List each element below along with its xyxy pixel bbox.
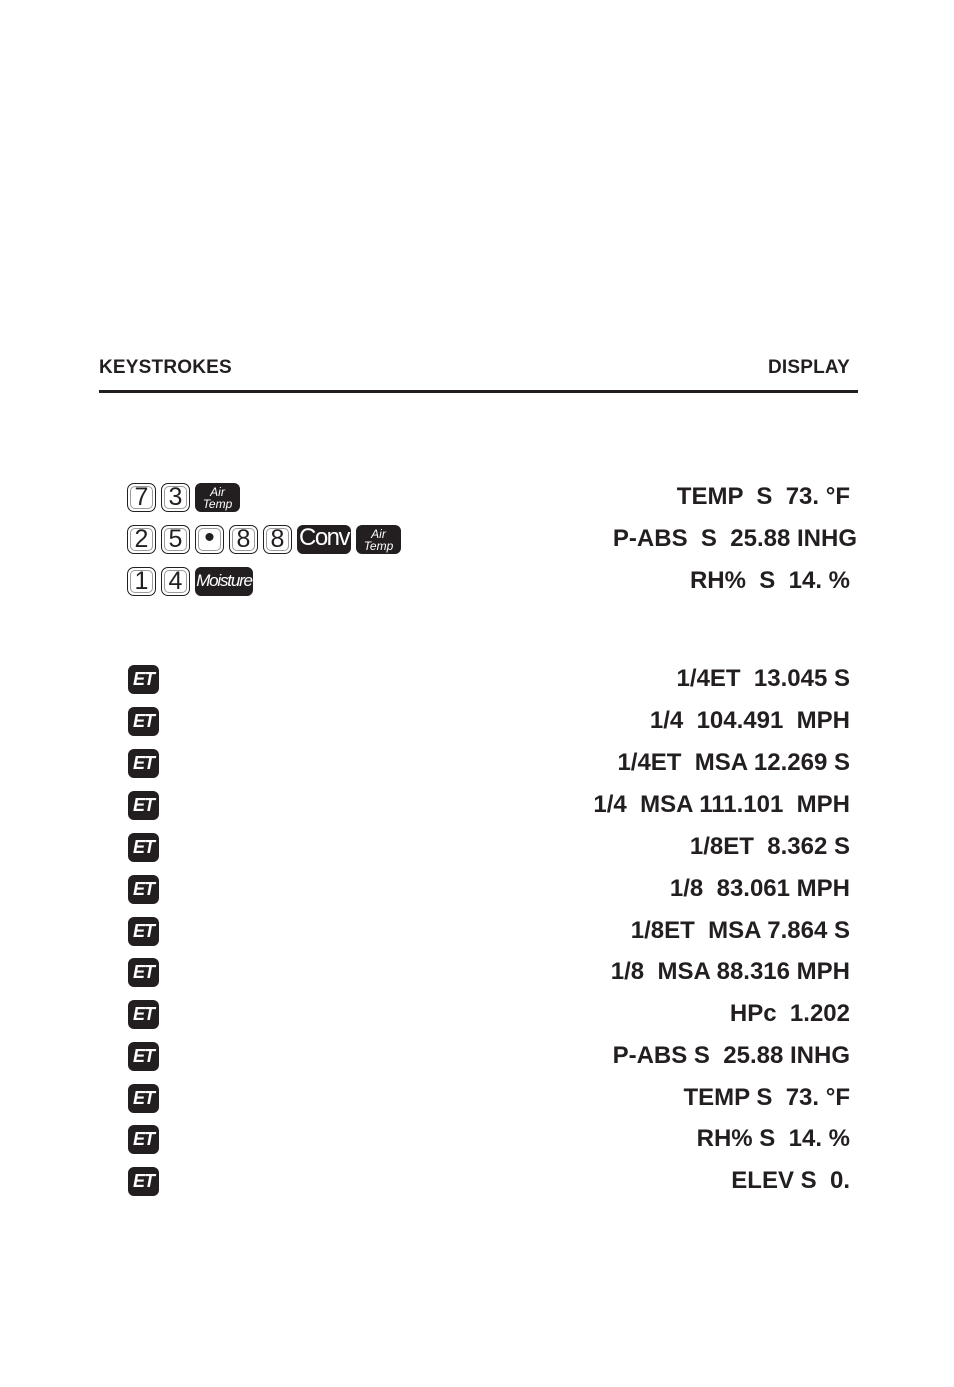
table-row (0, 788, 954, 822)
moisture-key (195, 567, 253, 596)
keystroke-sequence (127, 1041, 164, 1071)
display-readout: 1/8 MSA 88.316 MPH (610, 958, 850, 985)
display-readout: TEMP S 73. °F (683, 1084, 850, 1111)
keystroke-sequence (127, 790, 164, 820)
key-label: 8 (270, 524, 285, 553)
keystroke-sequence (127, 664, 164, 694)
digit-key (127, 525, 156, 554)
keystrokes-heading: KEYSTROKES (99, 357, 232, 378)
table-row (0, 955, 954, 989)
et-key (128, 1000, 159, 1029)
display-readout: ELEV S 0. (731, 1167, 850, 1194)
key-label: ET (132, 961, 154, 982)
key-label: • (204, 520, 215, 554)
key-label: 5 (168, 524, 183, 553)
key-label: 4 (168, 566, 183, 595)
et-key (128, 1084, 159, 1113)
et-key (128, 791, 159, 820)
keystroke-sequence (127, 999, 164, 1029)
key-label: ET (132, 752, 154, 773)
key-label: ET (132, 1045, 154, 1066)
air-temp-key (356, 525, 401, 554)
key-label: ET (132, 668, 154, 689)
display-heading: DISPLAY (767, 357, 850, 378)
digit-key (161, 525, 190, 554)
keystroke-sequence (127, 520, 406, 554)
key-label: 1 (134, 566, 149, 595)
air-temp-key (195, 483, 240, 512)
table-row (0, 830, 954, 864)
key-label: 8 (236, 524, 251, 553)
display-readout: P-ABS S 25.88 INHG (612, 1042, 850, 1069)
display-readout: RH% S 14. % (696, 1125, 850, 1152)
table-row (0, 704, 954, 738)
et-key (128, 917, 159, 946)
key-label: ET (132, 878, 154, 899)
table-row (0, 662, 954, 696)
keystroke-sequence (127, 482, 245, 512)
keystroke-sequence (127, 832, 164, 862)
keystroke-sequence (127, 1083, 164, 1113)
keystroke-sequence (127, 874, 164, 904)
key-label-line2: Temp (202, 496, 233, 511)
key-label: 2 (134, 524, 149, 553)
key-label: ET (132, 1003, 154, 1024)
digit-key (263, 525, 292, 554)
key-label-line1: Air (371, 526, 386, 541)
table-header (99, 356, 858, 393)
decimal-key (195, 520, 224, 554)
display-readout: HPc 1.202 (729, 1000, 850, 1027)
key-label: 3 (168, 482, 183, 511)
key-label: ET (132, 1128, 154, 1149)
keystroke-sequence (127, 916, 164, 946)
keystroke-sequence (127, 748, 164, 778)
display-readout: TEMP S 73. °F (676, 483, 850, 510)
key-label-line2: Temp (363, 538, 394, 553)
display-readout: 1/8ET MSA 7.864 S (630, 917, 850, 944)
display-readout: 1/8ET 8.362 S (689, 833, 850, 860)
digit-key (161, 483, 190, 512)
table-row (0, 480, 954, 514)
display-readout: 1/8 83.061 MPH (669, 875, 850, 902)
et-key (128, 749, 159, 778)
key-label-line1: Air (210, 484, 225, 499)
table-row (0, 746, 954, 780)
et-key (128, 665, 159, 694)
table-row (0, 1164, 954, 1198)
display-readout: 1/4 104.491 MPH (649, 707, 850, 734)
keystroke-sequence (127, 566, 258, 596)
keystroke-sequence (127, 706, 164, 736)
key-label: ET (132, 710, 154, 731)
key-label: Conv (298, 524, 350, 551)
table-row (0, 997, 954, 1031)
display-readout: 1/4ET MSA 12.269 S (617, 749, 850, 776)
display-readout: 1/4ET 13.045 S (676, 665, 850, 692)
table-row (0, 564, 954, 598)
key-label: ET (132, 836, 154, 857)
et-key (128, 1125, 159, 1154)
table-row (0, 1081, 954, 1115)
et-key (128, 707, 159, 736)
digit-key (127, 483, 156, 512)
et-key (128, 833, 159, 862)
table-row (0, 872, 954, 906)
display-readout: P-ABS S 25.88 INHG (612, 525, 857, 552)
digit-key (161, 567, 190, 596)
keystroke-sequence (127, 1166, 164, 1196)
et-key (128, 875, 159, 904)
key-label: ET (132, 920, 154, 941)
et-key (128, 1167, 159, 1196)
digit-key (127, 567, 156, 596)
table-row (0, 1039, 954, 1073)
display-readout: RH% S 14. % (689, 567, 850, 594)
key-label: ET (132, 1170, 154, 1191)
table-row (0, 522, 954, 556)
conv-key (297, 525, 351, 554)
et-key (128, 958, 159, 987)
table-row (0, 914, 954, 948)
display-readout: 1/4 MSA 111.101 MPH (593, 791, 850, 818)
key-label: ET (132, 1087, 154, 1108)
key-label: ET (132, 794, 154, 815)
digit-key (229, 525, 258, 554)
et-key (128, 1042, 159, 1071)
table-row (0, 1122, 954, 1156)
key-label: Moisture (196, 571, 252, 590)
key-label: 7 (134, 482, 149, 511)
keystroke-sequence (127, 957, 164, 987)
keystroke-sequence (127, 1124, 164, 1154)
